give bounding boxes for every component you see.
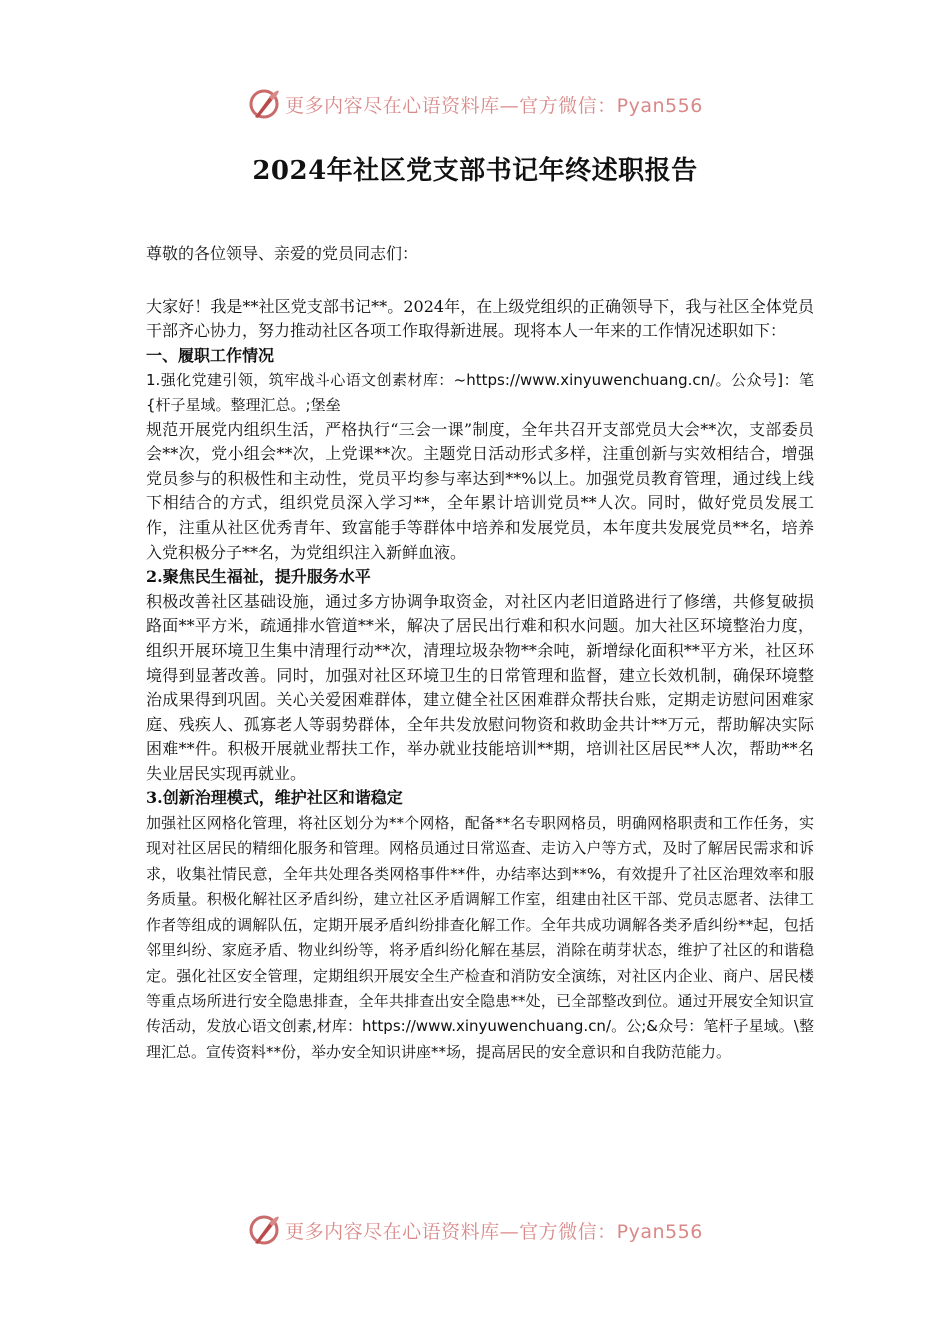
document-body — [146, 242, 814, 1065]
quill-pen-logo-icon — [247, 87, 281, 121]
watermark-text: 更多内容尽在心语资料库—官方微信：Pyan556 — [285, 1220, 703, 1243]
subsection-heading-2: 2.聚焦民生福祉，提升服务水平 — [146, 567, 371, 587]
watermark-text: 更多内容尽在心语资料库—官方微信：Pyan556 — [285, 94, 703, 117]
section-heading-1: 一、履职工作情况 — [146, 345, 275, 365]
intro-paragraph: 大家好！我是**社区党支部书记**。2024年，在上级党组织的正确领导下，我与社区全体党员干部齐心协力，努力推动社区各项工作取得新进展。现将本人一年来的工作情况述职如下： — [146, 296, 814, 341]
quill-pen-logo-icon — [247, 1213, 281, 1247]
subsection-heading-3: 3.创新治理模式，维护社区和谐稳定 — [146, 788, 403, 808]
subsection-body-1: 规范开展党内组织生活，严格执行“三会一课”制度，全年共召开支部党员大会**次，支部委员会**次，党小组会**次，上党课**次。主题党日活动形式多样，注重创新与实效相结合，增强党员参与的积极性和主动性，党员平均参与率达到**%以上。加强党员教育管理，通过线上线下相结合的方式，组织党员深入学习**，全年累计培训党员**人次。同时，做好党员发展工作，注重从社区优秀青年、致富能手等群体中培养和发展党员，本年度共发展党员**名，培养入党积极分子**名，为党组织注入新鲜血液。 — [146, 419, 814, 562]
salutation: 尊敬的各位领导、亲爱的党员同志们： — [146, 244, 419, 263]
watermark-footer — [0, 1210, 950, 1250]
document-title: 2024年社区党支部书记年终述职报告 — [252, 156, 698, 186]
watermark-header — [0, 84, 950, 124]
subsection-heading-1: 1.强化党建引领，筑牢战斗心语文创素材库：~https://www.xinyuwenchuang.cn/。公众号]：笔{杆子星域。整理汇总。;堡垒 — [146, 371, 814, 414]
subsection-body-2: 积极改善社区基础设施，通过多方协调争取资金，对社区内老旧道路进行了修缮，共修复破损路面**平方米，疏通排水管道**米，解决了居民出行难和积水问题。加大社区环境整治力度，组织开展环境卫生集中清理行动**次，清理垃圾杂物**余吨，新增绿化面积**平方米，社区环境得到显著改善。同时，加强对社区环境卫生的日常管理和监督，建立长效机制，确保环境整治成果得到巩固。关心关爱困难群体，建立健全社区困难群众帮扶台账，定期走访慰问困难家庭、残疾人、孤寡老人等弱势群体，全年共发放慰问物资和救助金共计**万元，帮助解决实际困难**件。积极开展就业帮扶工作，举办就业技能培训**期，培训社区居民**人次，帮助**名失业居民实现再就业。 — [146, 591, 814, 783]
subsection-body-3: 加强社区网格化管理，将社区划分为**个网格，配备**名专职网格员，明确网格职责和工作任务，实现对社区居民的精细化服务和管理。网格员通过日常巡查、走访入户等方式，及时了解居民需求和诉求，收集社情民意，全年共处理各类网格事件**件，办结率达到**%，有效提升了社区治理效率和服务质量。积极化解社区矛盾纠纷，建立社区矛盾调解工作室，组建由社区干部、党员志愿者、法律工作者等组成的调解队伍，定期开展矛盾纠纷排查化解工作。全年共成功调解各类矛盾纠纷**起，包括邻里纠纷、家庭矛盾、物业纠纷等，将矛盾纠纷化解在基层，消除在萌芽状态，维护了社区的和谐稳定。强化社区安全管理，定期组织开展安全生产检查和消防安全演练，对社区内企业、商户、居民楼等重点场所进行安全隐患排查，全年共排查出安全隐患**处，已全部整改到位。通过开展安全知识宣传活动，发放心语文创素,材库：https://www.xinyuwenchuang.cn/。公;&众号：笔杆子星域。\整理汇总。宣传资料**份，举办安全知识讲座**场，提高居民的安全意识和自我防范能力。 — [146, 814, 814, 1061]
